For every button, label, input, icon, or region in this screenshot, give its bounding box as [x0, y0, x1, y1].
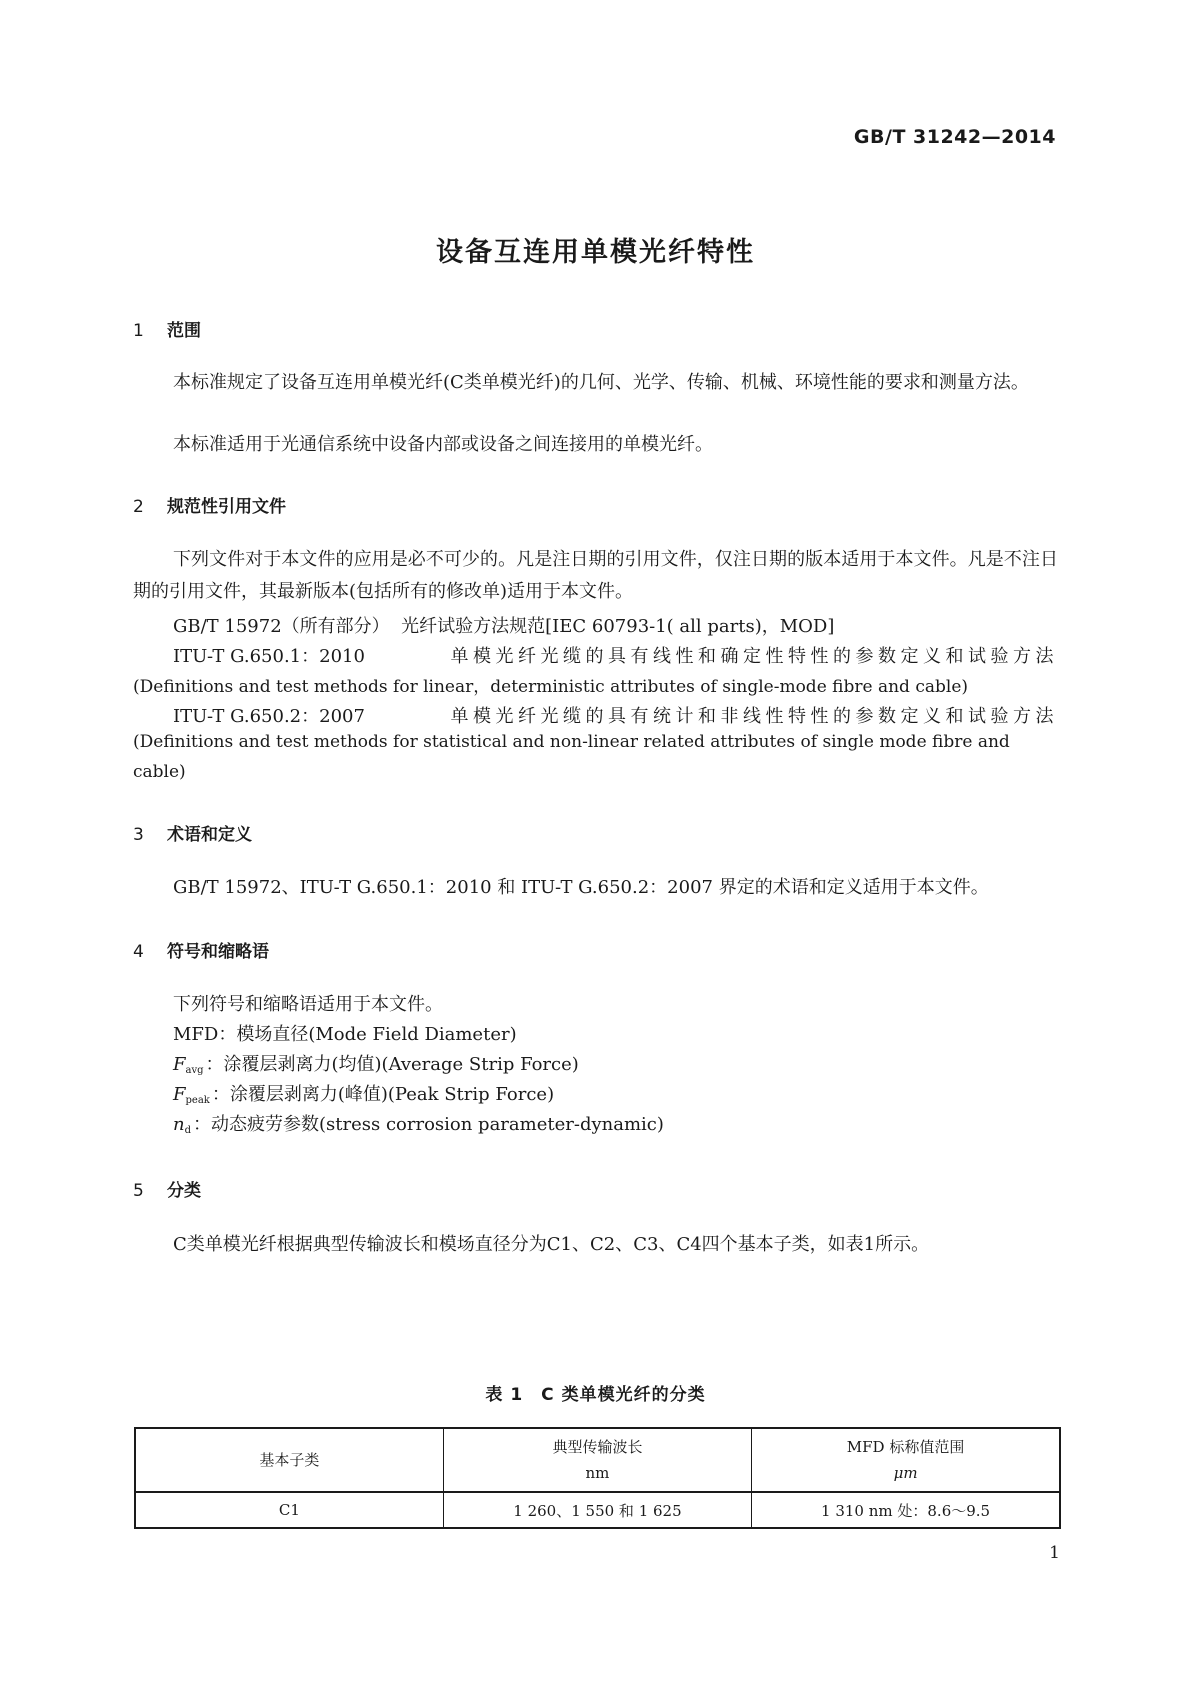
reference-2 — [173, 642, 1058, 668]
section-4-heading — [133, 937, 269, 962]
abbreviation-item — [173, 1110, 664, 1136]
section-title: 术语和定义 — [167, 825, 252, 845]
section-3-heading — [133, 820, 252, 845]
header-unit: nm — [585, 1464, 610, 1482]
abbreviation-definition: ：涂覆层剥离力(均值)(Average Strip Force) — [205, 1054, 579, 1075]
section-title: 符号和缩略语 — [167, 942, 269, 962]
abbreviation-definition: ：涂覆层剥离力(峰值)(Peak Strip Force) — [211, 1084, 555, 1105]
section-number: 3 — [133, 825, 144, 845]
section-1-paragraph-2: 本标准适用于光通信系统中设备内部或设备之间连接用的单模光纤。 — [173, 434, 713, 455]
table-header-cell — [752, 1428, 1060, 1492]
reference-3-english-line-2: cable) — [133, 762, 186, 782]
section-3-paragraph-1: GB/T 15972、ITU-T G.650.1：2010 和 ITU-T G.650.2：2007 界定的术语和定义适用于本文件。 — [173, 877, 989, 898]
table-1-caption: 表 1 C 类单模光纤的分类 — [485, 1385, 706, 1405]
table-cell: C1 — [135, 1492, 443, 1528]
abbreviation-symbol: F — [173, 1084, 186, 1105]
table-row — [135, 1492, 1060, 1528]
table-cell: 1 310 nm 处：8.6～9.5 — [752, 1492, 1060, 1528]
document-title: 设备互连用单模光纤特性 — [436, 237, 755, 268]
reference-1 — [173, 612, 834, 638]
section-title: 分类 — [167, 1181, 201, 1201]
reference-code: ITU-T G.650.1：2010 — [173, 646, 365, 667]
section-1-heading — [133, 316, 201, 341]
abbreviation-item — [173, 1080, 554, 1106]
section-number: 5 — [133, 1181, 144, 1201]
abbreviation-symbol: F — [173, 1054, 186, 1075]
header-unit: μm — [893, 1464, 918, 1482]
header-label: 基本子类 — [259, 1451, 320, 1469]
reference-title: 单模光纤光缆的具有线性和确定性特性的参数定义和试验方法 — [450, 646, 1058, 667]
table-header-row — [135, 1428, 1060, 1492]
reference-3-english-line-1: (Definitions and test methods for statistical and non-linear related attributes of single mode fibre and — [133, 732, 1010, 752]
page-number: 1 — [1049, 1543, 1060, 1563]
abbreviation-symbol: MFD — [173, 1024, 219, 1045]
table-1 — [134, 1427, 1061, 1529]
reference-3 — [173, 702, 1058, 728]
reference-title: 光纤试验方法规范[IEC 60793-1( all parts)，MOD] — [401, 616, 835, 637]
header-label: 典型传输波长 — [552, 1438, 643, 1456]
section-title: 规范性引用文件 — [167, 497, 286, 517]
reference-code: ITU-T G.650.2：2007 — [173, 706, 365, 727]
abbreviation-definition: ：动态疲劳参数(stress corrosion parameter-dynamic) — [193, 1114, 664, 1135]
section-4-intro: 下列符号和缩略语适用于本文件。 — [173, 994, 443, 1015]
section-number: 4 — [133, 942, 144, 962]
section-5-heading — [133, 1176, 201, 1201]
section-number: 1 — [133, 321, 144, 341]
abbreviation-subscript: avg — [185, 1065, 204, 1076]
section-2-paragraph-1: 下列文件对于本文件的应用是必不可少的。凡是注日期的引用文件，仅注日期的版本适用于本文件。凡是不注日期的引用文件，其最新版本(包括所有的修改单)适用于本文件。 — [133, 549, 1058, 602]
abbreviation-item — [173, 1050, 579, 1076]
abbreviation-subscript: d — [184, 1125, 191, 1136]
section-title: 范围 — [167, 321, 201, 341]
abbreviation-symbol: n — [173, 1114, 185, 1135]
reference-2-english: (Definitions and test methods for linear，deterministic attributes of single-mode fibre and cable) — [133, 677, 969, 697]
section-5-paragraph-1: C类单模光纤根据典型传输波长和模场直径分为C1、C2、C3、C4四个基本子类，如表1所示。 — [173, 1234, 930, 1255]
section-number: 2 — [133, 497, 144, 517]
table-header-cell — [443, 1428, 751, 1492]
table-header-cell — [135, 1428, 443, 1492]
abbreviation-subscript: peak — [185, 1095, 210, 1106]
section-1-paragraph-1: 本标准规定了设备互连用单模光纤(C类单模光纤)的几何、光学、传输、机械、环境性能的要求和测量方法。 — [173, 372, 1029, 393]
abbreviation-definition: ：模场直径(Mode Field Diameter) — [218, 1024, 517, 1045]
table-cell: 1 260、1 550 和 1 625 — [443, 1492, 751, 1528]
section-2-heading — [133, 492, 286, 517]
header-label: MFD 标称值范围 — [846, 1438, 965, 1456]
reference-title: 单模光纤光缆的具有统计和非线性特性的参数定义和试验方法 — [450, 706, 1058, 727]
standard-code: GB/T 31242—2014 — [853, 126, 1056, 148]
abbreviation-item — [173, 1020, 517, 1046]
reference-code: GB/T 15972（所有部分） — [173, 616, 390, 637]
